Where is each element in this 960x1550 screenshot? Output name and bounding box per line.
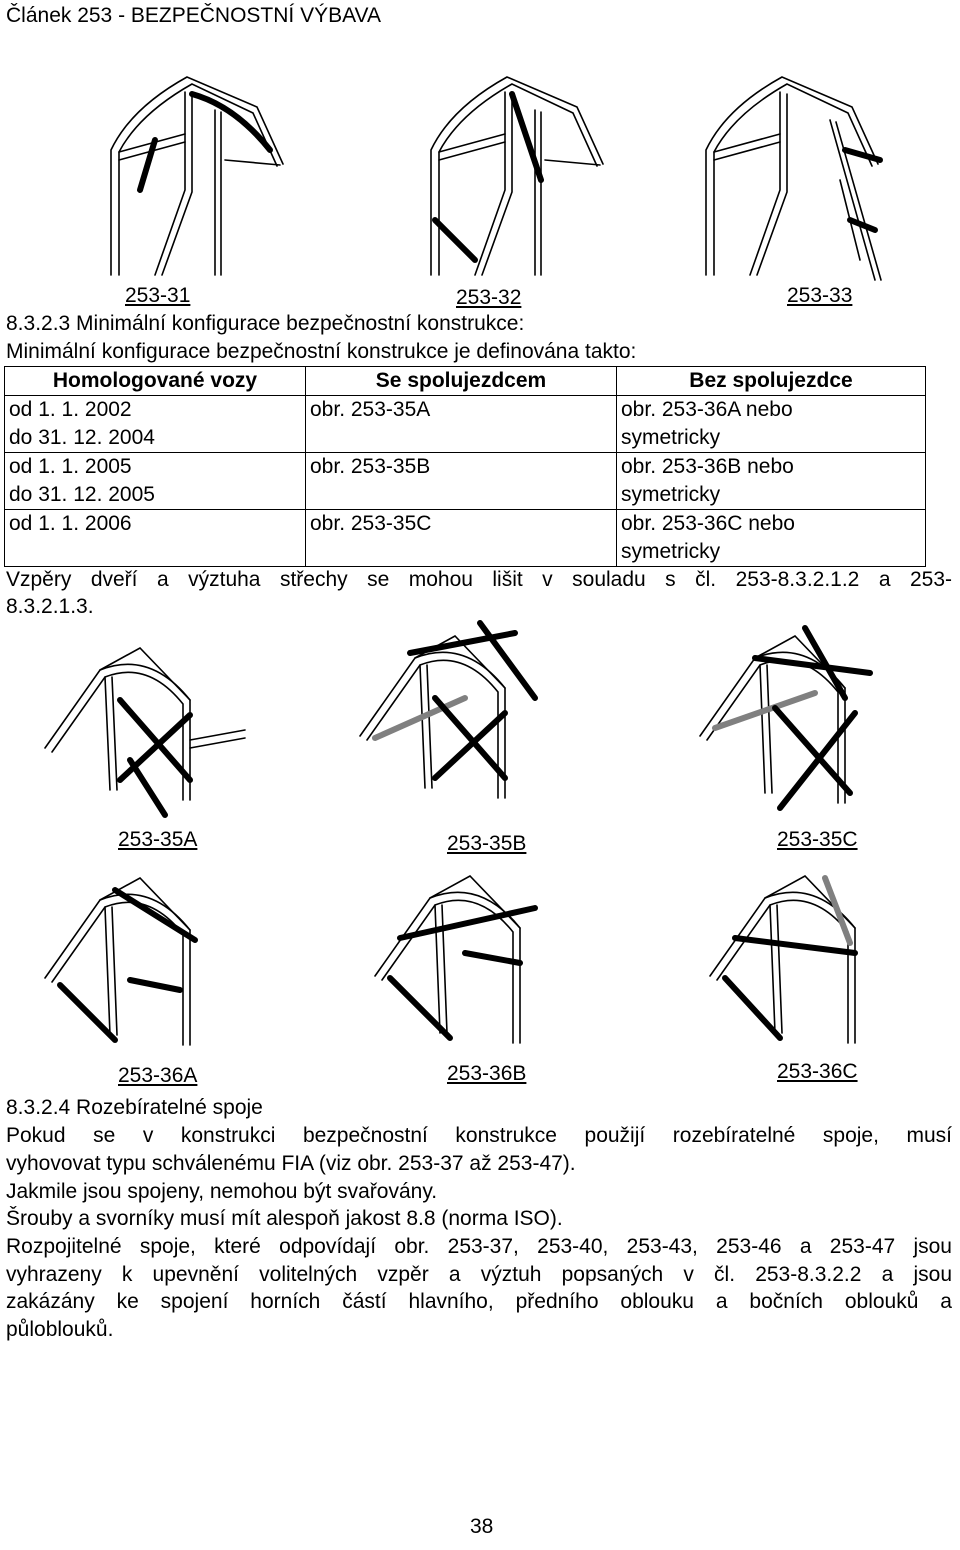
figure-253-35A-drawing xyxy=(40,630,255,820)
page-title: Článek 253 - BEZPEČNOSTNÍ VÝBAVA xyxy=(6,4,382,27)
roll-cage-icon xyxy=(375,876,535,1043)
paragraph-line: zakázány ke spojení horních částí hlavního, předního oblouku a bočních oblouků a xyxy=(6,1290,952,1313)
figure-253-36A-drawing xyxy=(40,860,255,1055)
section-intro: Minimální konfigurace bezpečnostní konstrukce je definována takto: xyxy=(6,340,637,363)
figure-253-35B-drawing xyxy=(355,618,570,818)
table-header-cell: Homologované vozy xyxy=(5,367,306,396)
note-line: Vzpěry dveří a výztuha střechy se mohou lišit v souladu s čl. 253-8.3.2.1.2 a 253- xyxy=(6,568,952,591)
figure-caption-253-35C: 253-35C xyxy=(777,828,858,851)
table-cell: obr. 253-35B xyxy=(306,453,617,510)
paragraph-line: Rozpojitelné spoje, které odpovídají obr. 253-37, 253-40, 253-43, 253-46 a 253-47 jsou xyxy=(6,1235,952,1258)
paragraph-line: Jakmile jsou spojeny, nemohou být svařovány. xyxy=(6,1180,438,1203)
table-row xyxy=(5,510,926,567)
figure-caption-253-32: 253-32 xyxy=(456,286,522,309)
roll-cage-icon xyxy=(700,628,870,808)
without-codriver-line: symetricky xyxy=(621,426,721,449)
paragraph-line: vyhovovat typu schválenému FIA (viz obr. 253-37 až 253-47). xyxy=(6,1152,576,1175)
figure-253-33-drawing xyxy=(690,70,890,285)
section-heading: 8.3.2.4 Rozebíratelné spoje xyxy=(6,1096,263,1119)
paragraph-line: Pokud se v konstrukci bezpečnostní konstrukce použijí rozebíratelné spoje, musí xyxy=(6,1124,952,1147)
table-cell xyxy=(5,453,306,510)
roll-cage-icon xyxy=(45,878,195,1045)
period-to: do 31. 12. 2005 xyxy=(9,483,155,506)
roll-cage-icon xyxy=(111,77,283,275)
period-from: od 1. 1. 2005 xyxy=(9,455,132,478)
table-header-cell: Bez spolujezdce xyxy=(617,367,926,396)
paragraph-line: Šrouby a svorníky musí mít alespoň jakost 8.8 (norma ISO). xyxy=(6,1207,563,1230)
table-cell xyxy=(617,510,926,567)
figure-caption-253-31: 253-31 xyxy=(125,284,191,307)
table-row xyxy=(5,396,926,453)
configuration-table xyxy=(4,366,926,567)
figure-caption-253-35A: 253-35A xyxy=(118,828,198,851)
period-from: od 1. 1. 2002 xyxy=(9,398,132,421)
page-number: 38 xyxy=(470,1515,494,1538)
figure-253-31-drawing xyxy=(95,70,295,285)
figure-caption-253-35B: 253-35B xyxy=(447,832,527,855)
table-cell: obr. 253-35A xyxy=(306,396,617,453)
figure-253-32-drawing xyxy=(415,70,615,285)
roll-cage-icon xyxy=(360,623,535,798)
table-cell xyxy=(617,396,926,453)
roll-cage-icon xyxy=(710,876,855,1043)
table-header-cell: Se spolujezdcem xyxy=(306,367,617,396)
paragraph-line: půloblouků. xyxy=(6,1318,114,1341)
figure-253-35C-drawing xyxy=(695,618,915,823)
figure-caption-253-36C: 253-36C xyxy=(777,1060,858,1083)
period-from: od 1. 1. 2006 xyxy=(9,512,132,535)
section-heading: 8.3.2.3 Minimální konfigurace bezpečnostní konstrukce: xyxy=(6,312,525,335)
table-cell xyxy=(617,453,926,510)
table-row xyxy=(5,453,926,510)
note-line: 8.3.2.1.3. xyxy=(6,595,94,618)
figure-caption-253-33: 253-33 xyxy=(787,284,853,307)
roll-cage-icon xyxy=(45,648,245,815)
figure-caption-253-36A: 253-36A xyxy=(118,1064,198,1087)
table-header-row xyxy=(5,367,926,396)
without-codriver-line: obr. 253-36B nebo xyxy=(621,455,794,478)
without-codriver-line: symetricky xyxy=(621,483,721,506)
without-codriver-line: symetricky xyxy=(621,540,721,563)
figure-caption-253-36B: 253-36B xyxy=(447,1062,527,1085)
period-to: do 31. 12. 2004 xyxy=(9,426,155,449)
table-cell xyxy=(5,396,306,453)
without-codriver-line: obr. 253-36C nebo xyxy=(621,512,795,535)
without-codriver-line: obr. 253-36A nebo xyxy=(621,398,793,421)
figure-253-36B-drawing xyxy=(370,858,585,1058)
paragraph-line: vyhrazeny k upevnění volitelných vzpěr a výztuh popsaných v čl. 253-8.3.2.2 a jsou xyxy=(6,1263,952,1286)
table-cell: obr. 253-35C xyxy=(306,510,617,567)
table-cell xyxy=(5,510,306,567)
roll-cage-icon xyxy=(431,77,603,275)
figure-253-36C-drawing xyxy=(705,858,920,1058)
roll-cage-icon xyxy=(706,77,881,280)
